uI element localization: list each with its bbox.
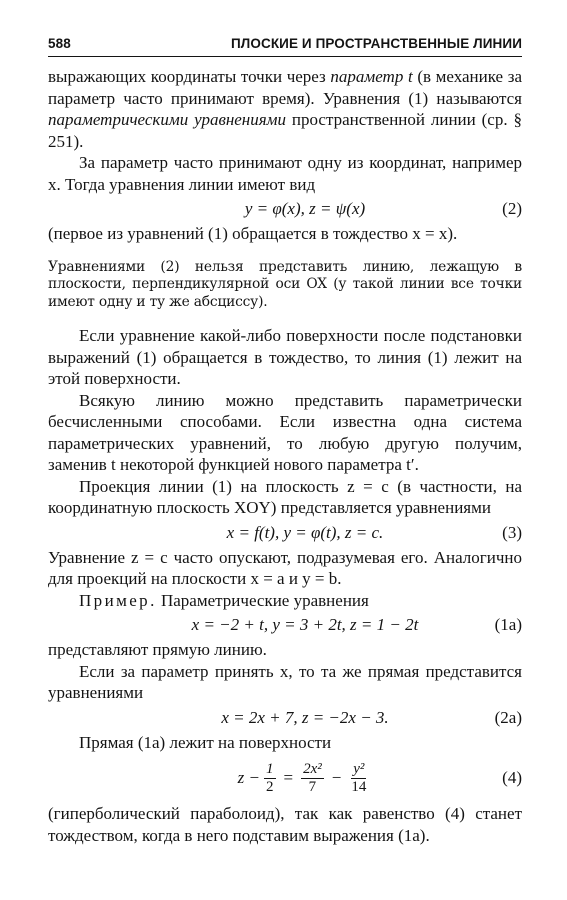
equation-number: (3) xyxy=(502,522,522,542)
page-body xyxy=(48,66,522,846)
paragraph-omit-z: Уравнение z = c часто опускают, подразумевая его. Аналогично для проекций на плоскости x = a и y = b. xyxy=(48,547,522,588)
fraction-numerator: y² xyxy=(353,760,365,777)
equation-formula: x = 2x + 7, z = −2x − 3. xyxy=(221,707,389,727)
term-parameter: параметр t xyxy=(330,67,413,86)
small-print-remark: Уравнениями (2) нельзя представить линию, лежащую в плоскости, перпендикулярной оси OX (у такой линии все точки имеют одну и ту же абсциссу). xyxy=(48,258,522,310)
term-parametric-equations: параметрическими уравнениями xyxy=(48,110,286,129)
running-header xyxy=(48,36,522,57)
fraction-denominator: 2 xyxy=(266,778,274,795)
paragraph-projection: Проекция линии (1) на плоскость z = c (в частности, на координатную плоскость XOY) представляется уравнениями xyxy=(48,476,522,517)
paragraph-hyperbolic-paraboloid: (гиперболический параболоид), так как равенство (4) станет тождеством, когда в него подставим выражения (1а). xyxy=(48,804,522,845)
equation-formula: x = f(t), y = φ(t), z = c. xyxy=(226,522,384,542)
fraction-numerator: 2x² xyxy=(303,760,322,777)
equals-sign: = xyxy=(283,768,294,788)
minus-sign: − xyxy=(331,768,342,788)
equation-3 xyxy=(48,519,522,547)
paragraph-coordinate-parameter: За параметр часто принимают одну из координат, например x. Тогда уравнения линии имеют вид xyxy=(48,153,522,194)
text-run: (в механике за параметр часто принимают время). Уравнения (1) называются xyxy=(48,67,522,108)
example-label: Пример. xyxy=(79,590,157,610)
fraction-one-half xyxy=(264,761,276,796)
equation-1a xyxy=(48,611,522,639)
equation-formula: x = −2 + t, y = 3 + 2t, z = 1 − 2t xyxy=(191,615,419,635)
paragraph-straight-line: представляют прямую линию. xyxy=(48,640,267,659)
equation-number: (2a) xyxy=(494,707,522,727)
paragraph-example xyxy=(48,590,522,612)
paragraph-x-as-parameter: Если за параметр принять x, то та же прямая представится уравнениями xyxy=(48,661,522,702)
paragraph-surface-substitution: Если уравнение какой-либо поверхности после подстановки выражений (1) обращается в тождество, то линия (1) лежит на этой поверхности. xyxy=(48,326,522,388)
paragraph-surface: Прямая (1а) лежит на поверхности xyxy=(79,732,332,752)
equation-lhs: z − xyxy=(237,768,260,788)
paragraph-identity-note: (первое из уравнений (1) обращается в тождество x = x). xyxy=(48,224,458,243)
chapter-title: ПЛОСКИЕ И ПРОСТРАНСТВЕННЫЕ ЛИНИИ xyxy=(231,36,522,51)
equation-2a xyxy=(48,704,522,732)
equation-number: (2) xyxy=(502,199,522,219)
paragraph-parametric-intro xyxy=(48,66,522,152)
fraction-denominator: 14 xyxy=(351,778,367,795)
equation-2 xyxy=(48,195,522,223)
fraction-denominator: 7 xyxy=(308,778,317,795)
equation-formula: y = φ(x), z = ψ(x) xyxy=(244,199,366,219)
text-run: пространственной линии (ср. § 251). xyxy=(48,110,523,151)
fraction-numerator: 1 xyxy=(266,760,274,777)
equation-4 xyxy=(48,753,522,803)
page-number: 588 xyxy=(48,36,71,51)
text-run: выражающих координаты точки через xyxy=(48,67,331,86)
text-run: Параметрические уравнения xyxy=(156,590,369,610)
equation-number: (1a) xyxy=(494,615,522,635)
equation-formula xyxy=(238,761,373,796)
fraction-y2-over-14 xyxy=(349,761,368,796)
paragraph-reparametrization: Всякую линию можно представить параметрически бесчисленными способами. Если известна одна система параметрических уравнений, то любую другую получим, заменив t некоторой функцией нового параметра t′. xyxy=(48,390,522,474)
fraction-2x2-over-7 xyxy=(301,761,324,796)
book-page xyxy=(48,36,522,846)
equation-number: (4) xyxy=(502,768,522,788)
